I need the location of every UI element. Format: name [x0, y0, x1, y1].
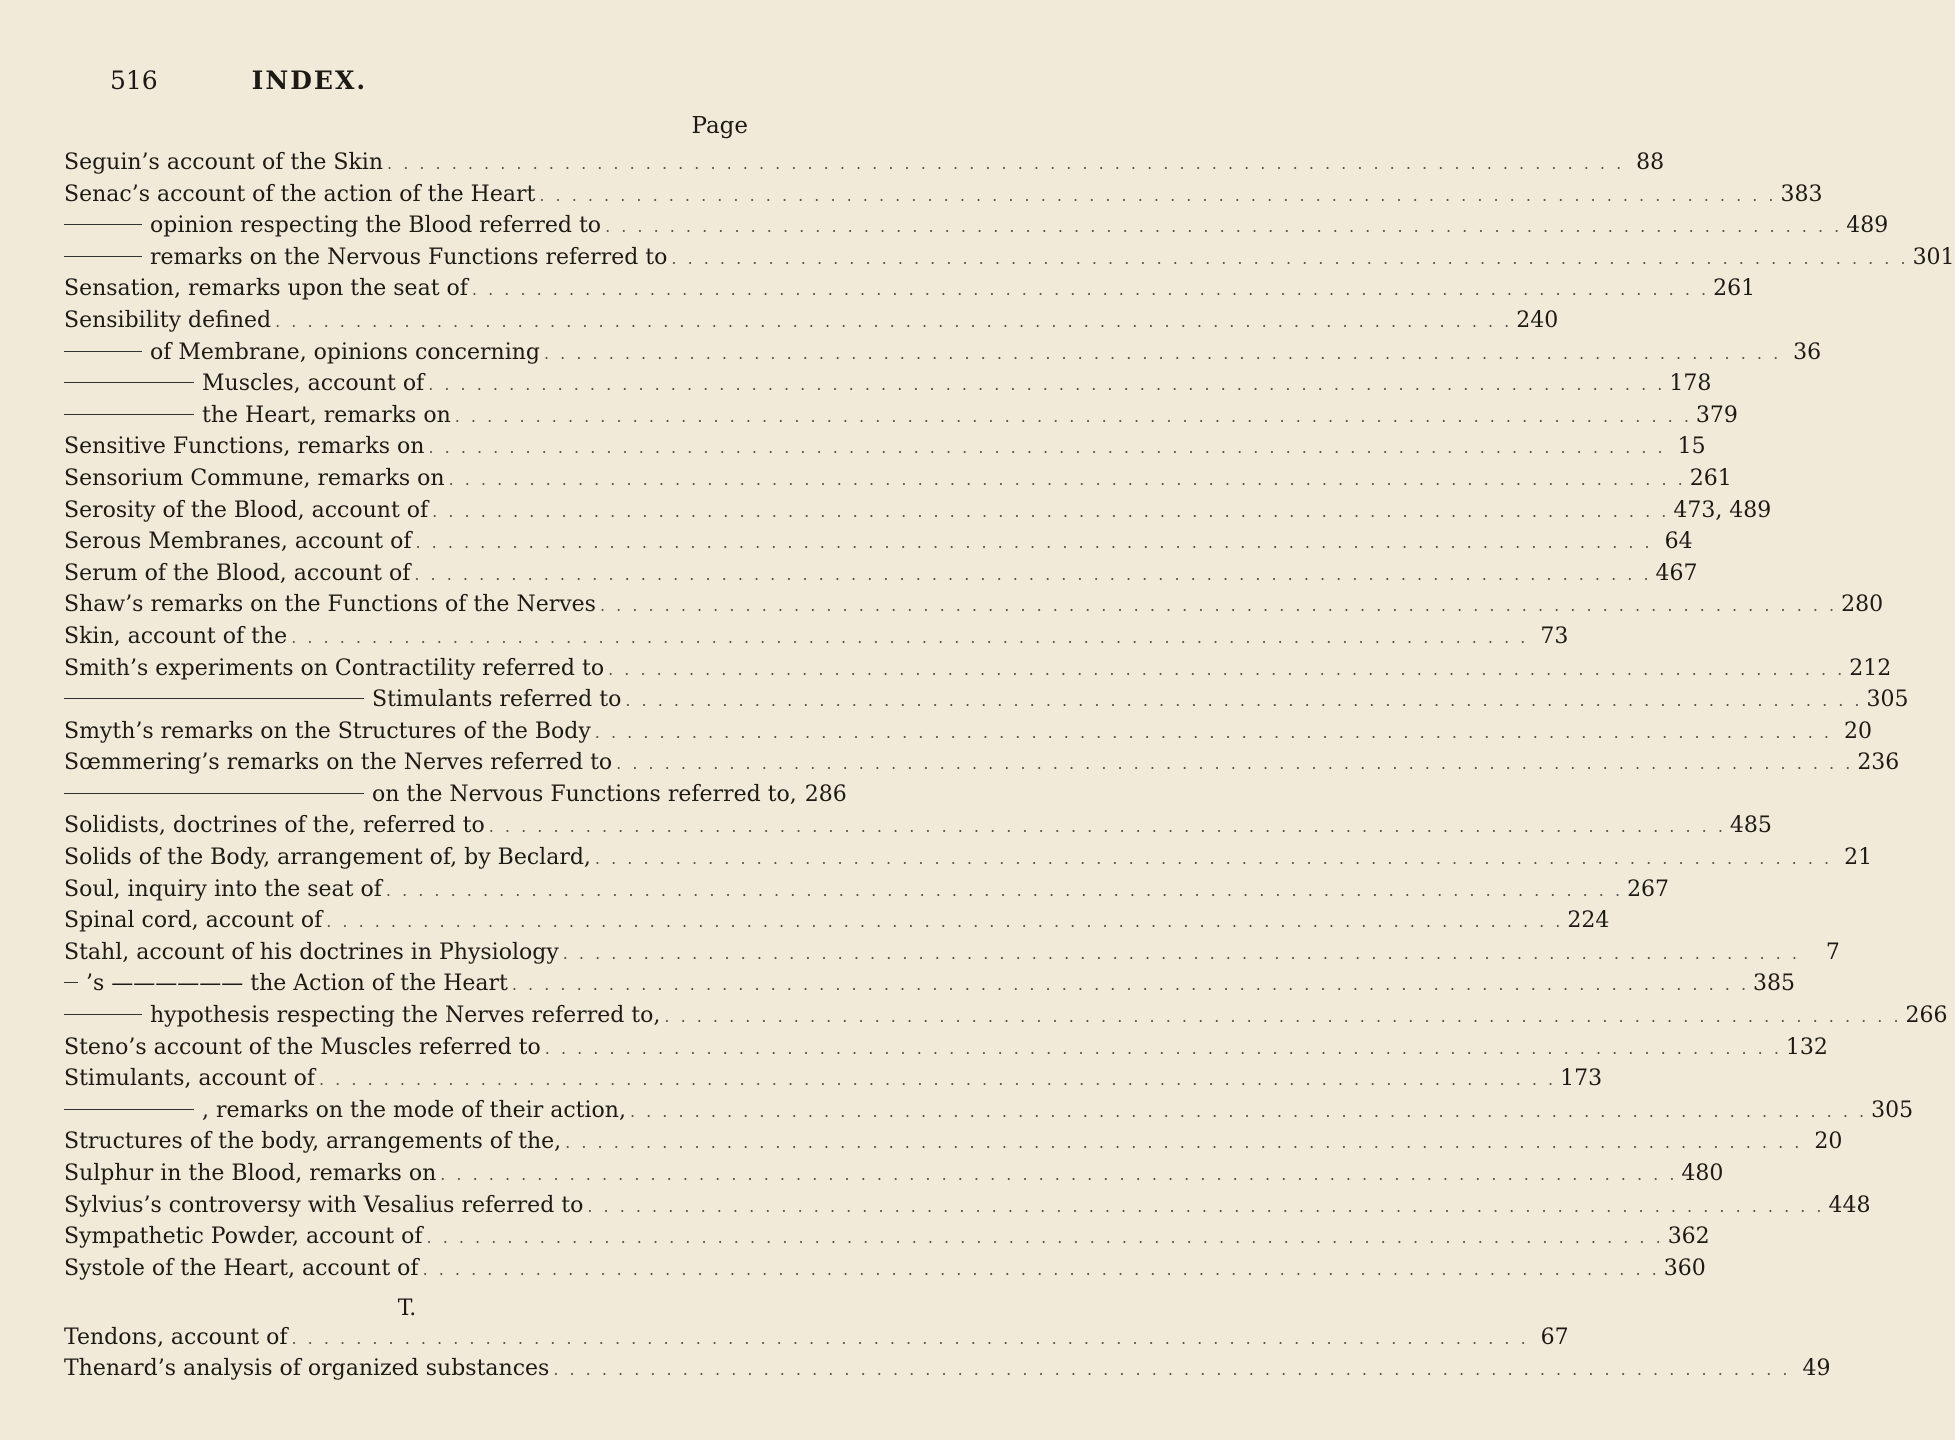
index-entries	[64, 150, 1955, 1387]
leader-dots	[428, 375, 1665, 394]
leader-dots	[291, 628, 1528, 647]
index-entry	[64, 718, 1872, 751]
entry-text: Seguin’s account of the Skin	[64, 150, 384, 175]
entry-text: Serosity of the Blood, account of	[64, 497, 429, 523]
entry-page: 266	[1905, 1003, 1948, 1029]
entry-text: Stimulants, account of	[64, 1066, 315, 1092]
index-entry	[64, 276, 1756, 308]
entry-text: Sulphur in the Blood, remarks on	[64, 1161, 437, 1186]
ditto-dash	[64, 1109, 194, 1110]
entry-text: Senac’s account of the action of the Heart	[64, 181, 536, 207]
entry-text: ’s —————— the Action of the Heart	[86, 971, 508, 997]
leader-dots	[472, 280, 1709, 299]
entry-page: 15	[1677, 434, 1706, 460]
leader-dots	[386, 881, 1623, 900]
entry-text: opinion respecting the Blood referred to	[150, 213, 602, 239]
index-entry	[64, 1034, 1828, 1067]
leader-dots	[428, 438, 1665, 457]
entry-page: 49	[1802, 1356, 1831, 1382]
entry-page: 489	[1846, 213, 1889, 239]
leader-dots	[563, 944, 1800, 963]
leader-dots	[605, 217, 1842, 236]
leader-dots	[587, 1197, 1824, 1216]
leader-dots	[544, 344, 1781, 363]
entry-page: 21	[1844, 845, 1873, 871]
index-entry	[64, 939, 1840, 972]
entry-text: Steno’s account of the Muscles referred to	[64, 1034, 541, 1060]
index-entry	[64, 623, 1569, 656]
index-entry	[64, 971, 1796, 1003]
entry-page: 132	[1785, 1034, 1828, 1060]
leader-dots	[664, 1007, 1901, 1026]
entry-text: Smyth’s remarks on the Structures of the Body	[64, 718, 591, 744]
index-entry	[64, 497, 1772, 530]
section-letter: T.	[397, 1296, 417, 1322]
index-entry	[64, 1325, 1569, 1356]
index-entry	[64, 1224, 1710, 1256]
entry-text: Spinal cord, account of	[64, 908, 323, 934]
entry-text: Systole of the Heart, account of	[64, 1255, 419, 1281]
index-entry	[64, 150, 1665, 182]
entry-text: , remarks on the mode of their action,	[202, 1097, 626, 1123]
leader-dots	[319, 1070, 1556, 1089]
ditto-dash	[64, 1014, 142, 1015]
index-entry	[64, 560, 1698, 593]
entry-text: on the Nervous Functions referred to,	[372, 781, 797, 807]
index-entry	[64, 181, 1823, 214]
ditto-dash	[64, 414, 194, 415]
entry-page: 261	[1713, 276, 1756, 302]
page-column-label: Page	[691, 113, 748, 139]
entry-text: Sensation, remarks upon the seat of	[64, 276, 468, 302]
index-entry	[64, 339, 1822, 372]
entry-text: the Heart, remarks on	[202, 402, 451, 428]
leader-dots	[423, 1260, 1660, 1279]
entry-page: 7	[1825, 939, 1840, 965]
index-entry	[64, 1161, 1724, 1193]
entry-text: Tendons, account of	[64, 1325, 288, 1351]
entry-text: Skin, account of the	[64, 623, 288, 649]
page-number: 516	[110, 66, 158, 95]
leader-dots	[630, 1102, 1867, 1121]
index-entry	[64, 465, 1732, 498]
index-entry	[64, 1356, 1831, 1387]
entry-text: Sœmmering’s remarks on the Nerves referred to	[64, 750, 613, 776]
entry-page: 480	[1681, 1161, 1724, 1186]
entry-text: Solids of the Body, arrangement of, by Beclard,	[64, 845, 591, 871]
entry-text: Shaw’s remarks on the Functions of the Nerves	[64, 592, 596, 618]
running-header	[110, 66, 367, 95]
index-entry	[64, 687, 1909, 719]
leader-dots	[449, 470, 1686, 489]
index-entry	[64, 1129, 1843, 1161]
entry-page: 485	[1729, 813, 1772, 839]
index-entry	[64, 876, 1670, 909]
entry-page: 64	[1664, 529, 1693, 555]
leader-dots	[292, 1329, 1529, 1348]
index-entry	[64, 781, 847, 814]
leader-dots	[415, 533, 1652, 552]
t-entries-list	[64, 1325, 1831, 1387]
leader-dots	[326, 912, 1563, 931]
entry-page: 362	[1667, 1224, 1710, 1250]
page-title: INDEX.	[251, 66, 368, 95]
ditto-dash	[64, 256, 142, 257]
entry-text: Sensibility defined	[64, 307, 272, 333]
leader-dots	[512, 975, 1749, 994]
leader-dots	[545, 1039, 1782, 1058]
entry-text: Stahl, account of his doctrines in Physiology	[64, 939, 559, 965]
leader-dots	[625, 691, 1862, 710]
index-entry	[64, 307, 1559, 340]
index-entry	[64, 750, 1900, 782]
index-entry	[64, 434, 1706, 466]
entry-page: 385	[1753, 971, 1796, 997]
index-entry	[64, 908, 1610, 940]
index-entry	[64, 529, 1693, 561]
entry-page: 280	[1841, 592, 1884, 618]
leader-dots	[539, 186, 1776, 205]
ditto-dash	[64, 382, 194, 383]
entry-text: Sympathetic Powder, account of	[64, 1224, 423, 1250]
entry-page: 173	[1560, 1066, 1603, 1092]
entry-page: 267	[1627, 876, 1670, 902]
ditto-dash	[64, 698, 364, 699]
index-entry	[64, 244, 1955, 277]
entry-page: 212	[1849, 655, 1892, 681]
entry-text: Serum of the Blood, account of	[64, 560, 411, 586]
index-entry	[64, 813, 1772, 845]
entry-page: 36	[1793, 339, 1822, 365]
index-entry	[64, 213, 1889, 245]
leader-dots	[553, 1360, 1790, 1379]
leader-dots	[387, 154, 1624, 173]
index-entry	[64, 1255, 1706, 1288]
entry-text: Thenard’s analysis of organized substances	[64, 1356, 550, 1382]
ditto-dash	[64, 224, 142, 225]
entry-page: 360	[1663, 1255, 1706, 1281]
s-entries-list	[64, 150, 1955, 1287]
leader-dots	[275, 312, 1512, 331]
entry-text: Soul, inquiry into the seat of	[64, 876, 382, 902]
entry-page: 473, 489	[1673, 497, 1772, 523]
index-entry	[64, 845, 1873, 877]
entry-text: Serous Membranes, account of	[64, 529, 412, 555]
index-entry	[64, 1003, 1948, 1035]
entry-text: Smith’s experiments on Contractility referred to	[64, 655, 605, 681]
entry-page: 236	[1857, 750, 1900, 776]
entry-page: 178	[1669, 371, 1712, 397]
entry-text: of Membrane, opinions concerning	[150, 339, 540, 365]
entry-page: 448	[1828, 1192, 1871, 1218]
entry-page: 286	[804, 781, 847, 807]
entry-text: Sylvius’s controversy with Vesalius referred to	[64, 1192, 584, 1218]
entry-text: Muscles, account of	[202, 371, 425, 397]
entry-page: 20	[1843, 718, 1872, 744]
entry-text: Sensorium Commune, remarks on	[64, 465, 445, 491]
entry-text: Structures of the body, arrangements of the,	[64, 1129, 562, 1155]
index-entry	[64, 402, 1738, 435]
leader-dots	[432, 502, 1669, 521]
leader-dots	[427, 1228, 1664, 1247]
entry-text: Stimulants referred to	[372, 687, 622, 713]
entry-page: 20	[1814, 1129, 1843, 1155]
leader-dots	[600, 596, 1837, 615]
ditto-dash	[64, 982, 78, 983]
leader-dots	[671, 249, 1908, 268]
entry-page: 467	[1655, 560, 1698, 586]
leader-dots	[608, 660, 1845, 679]
entry-page: 67	[1540, 1325, 1569, 1351]
entry-page: 240	[1516, 307, 1559, 333]
entry-page: 379	[1695, 402, 1738, 428]
leader-dots	[414, 565, 1651, 584]
index-entry	[64, 655, 1892, 688]
index-entry	[64, 371, 1712, 403]
leader-dots	[489, 817, 1726, 836]
leader-dots	[565, 1133, 1802, 1152]
entry-page: 383	[1780, 181, 1823, 207]
index-entry	[64, 1066, 1603, 1098]
entry-page: 261	[1689, 465, 1732, 491]
leader-dots	[440, 1165, 1677, 1184]
entry-page: 224	[1567, 908, 1610, 934]
index-entry	[64, 1192, 1871, 1225]
index-entry	[64, 592, 1884, 624]
leader-dots	[455, 407, 1692, 426]
leader-dots	[595, 849, 1832, 868]
entry-text: remarks on the Nervous Functions referred to	[150, 244, 668, 270]
entry-text: Sensitive Functions, remarks on	[64, 434, 425, 460]
entry-page: 301	[1912, 244, 1955, 270]
entry-page: 305	[1871, 1097, 1914, 1123]
ditto-dash	[64, 793, 364, 794]
entry-text: Solidists, doctrines of the, referred to	[64, 813, 485, 839]
entry-page: 73	[1540, 623, 1569, 649]
leader-dots	[595, 723, 1832, 742]
entry-text: hypothesis respecting the Nerves referred to,	[150, 1003, 661, 1029]
leader-dots	[616, 754, 1853, 773]
ditto-dash	[64, 351, 142, 352]
entry-page: 305	[1866, 687, 1909, 713]
entry-page: 88	[1636, 150, 1665, 175]
index-entry	[64, 1097, 1914, 1130]
